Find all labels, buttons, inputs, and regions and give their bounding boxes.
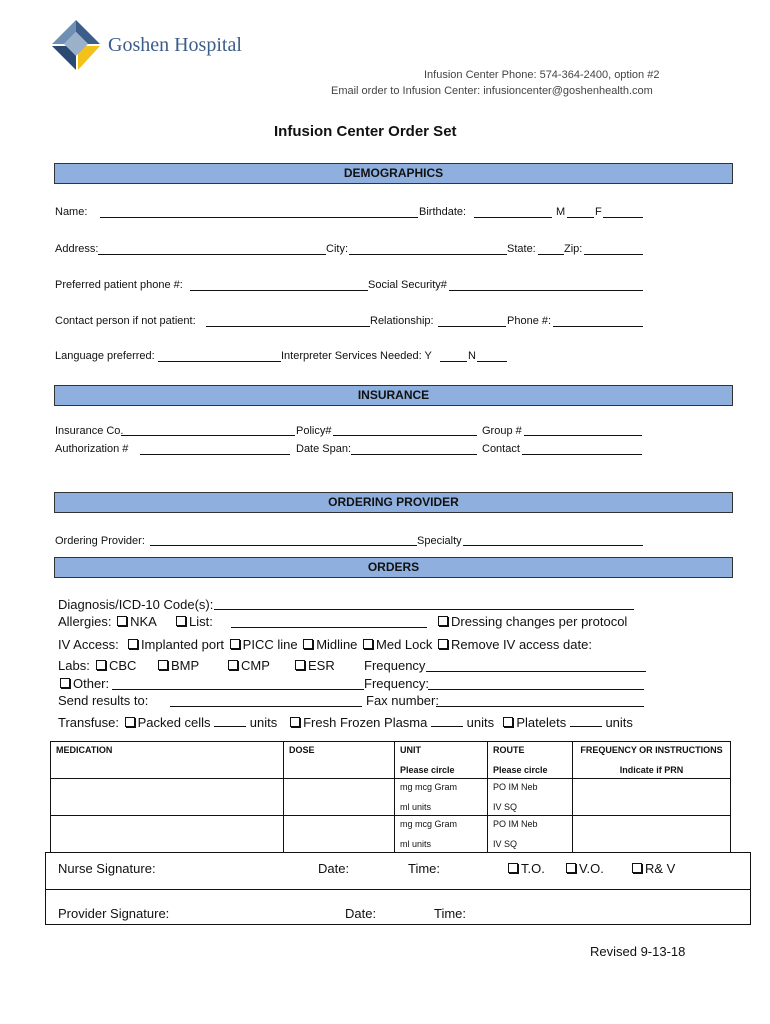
diagnosis-field[interactable] [214, 609, 634, 610]
dose-cell[interactable] [284, 816, 395, 853]
frequency-cell[interactable] [573, 779, 731, 816]
contact-phone-field[interactable] [553, 326, 643, 327]
sex-m-label: M [556, 206, 566, 218]
diagnosis-label: Diagnosis/ICD-10 Code(s): [58, 597, 214, 612]
provider-signature-label[interactable]: Provider Signature: [58, 906, 170, 921]
send-results-label: Send results to: [58, 693, 149, 708]
date-span-field[interactable] [351, 454, 477, 455]
other-checkbox[interactable] [60, 678, 70, 688]
hospital-name: Goshen Hospital [108, 34, 242, 56]
bmp-checkbox[interactable] [158, 660, 168, 670]
vo-checkbox[interactable] [566, 863, 576, 873]
med-lock-label: Med Lock [376, 637, 433, 652]
policy-field[interactable] [333, 435, 477, 436]
specialty-label: Specialty [417, 535, 462, 547]
nka-checkbox[interactable] [117, 616, 127, 626]
nka-label: NKA [130, 614, 157, 629]
platelets-units-label: units [605, 715, 633, 730]
rv-checkbox[interactable] [632, 863, 642, 873]
unit-cell[interactable]: mg mcg Gram ml units [395, 816, 488, 853]
cbc-label: CBC [109, 658, 137, 673]
patient-phone-label: Preferred patient phone #: [55, 279, 183, 291]
sex-f-field[interactable] [603, 217, 643, 218]
ordering-provider-field[interactable] [150, 545, 417, 546]
other-label: Other: [73, 676, 110, 691]
packed-cells-units-label: units [249, 715, 278, 730]
hospital-logo [50, 18, 102, 72]
picc-checkbox[interactable] [230, 639, 240, 649]
list-checkbox[interactable] [176, 616, 186, 626]
nurse-signature-label[interactable]: Nurse Signature: [58, 861, 156, 876]
packed-cells-units-field[interactable] [214, 726, 246, 727]
route-cell[interactable]: PO IM Neb IV SQ [488, 816, 573, 853]
rv-option [630, 861, 675, 876]
picc-label: PICC line [242, 637, 298, 652]
fax-label: Fax number: [366, 693, 439, 708]
city-label: City: [326, 243, 348, 255]
ssn-field[interactable] [449, 290, 643, 291]
frequency-cell[interactable] [573, 816, 731, 853]
allergies-label: Allergies: [58, 614, 112, 629]
vo-option [564, 861, 604, 876]
provider-date-label[interactable]: Date: [345, 906, 377, 921]
platelets-label: Platelets [516, 715, 567, 730]
signature-box [45, 852, 751, 925]
labs-label: Labs: [58, 658, 90, 673]
address-label: Address: [55, 243, 99, 255]
group-field[interactable] [524, 435, 642, 436]
sex-f-label: F [595, 206, 602, 218]
language-field[interactable] [158, 361, 281, 362]
interpreter-y-field[interactable] [440, 361, 467, 362]
address-field[interactable] [98, 254, 326, 255]
revised-date: Revised 9-13-18 [590, 944, 686, 959]
dressing-row [436, 614, 627, 629]
allergies-row [58, 614, 157, 629]
to-option [506, 861, 545, 876]
to-label: T.O. [521, 861, 545, 876]
rv-label: R& V [645, 861, 676, 876]
insurance-contact-label: Contact [482, 443, 520, 455]
iv-access-label: IV Access: [58, 637, 119, 652]
table-header-row [51, 742, 731, 779]
transfuse-row [58, 715, 633, 730]
midline-checkbox[interactable] [303, 639, 313, 649]
table-row [51, 779, 731, 816]
esr-option [293, 658, 335, 673]
insurance-co-field[interactable] [121, 435, 295, 436]
zip-label: Zip: [564, 243, 583, 255]
ffp-units-field[interactable] [431, 726, 463, 727]
route-cell[interactable]: PO IM Neb IV SQ [488, 779, 573, 816]
dressing-checkbox[interactable] [438, 616, 448, 626]
midline-label: Midline [316, 637, 358, 652]
patient-phone-field[interactable] [190, 290, 368, 291]
route-header: ROUTE Please circle [488, 742, 573, 779]
esr-checkbox[interactable] [295, 660, 305, 670]
authorization-field[interactable] [140, 454, 290, 455]
ffp-units-label: units [466, 715, 495, 730]
state-label: State: [507, 243, 536, 255]
interpreter-n-label: N [468, 350, 476, 362]
state-field[interactable] [538, 254, 564, 255]
contact-phone-label: Phone #: [507, 315, 552, 327]
remove-iv-label: Remove IV access date: [451, 637, 592, 652]
orders-bar: ORDERS [54, 557, 733, 578]
platelets-units-field[interactable] [570, 726, 602, 727]
cmp-option [226, 658, 270, 673]
relationship-field[interactable] [438, 326, 506, 327]
unit-header: UNIT Please circle [395, 742, 488, 779]
send-results-field[interactable] [170, 706, 362, 707]
other-option [58, 676, 109, 691]
to-checkbox[interactable] [508, 863, 518, 873]
dose-header: DOSE [284, 742, 395, 779]
contact-person-field[interactable] [206, 326, 370, 327]
group-label: Group # [482, 425, 522, 437]
page-title: Infusion Center Order Set [274, 123, 457, 140]
labs-frequency-field[interactable] [426, 671, 646, 672]
ffp-label: Fresh Frozen Plasma [303, 715, 428, 730]
interpreter-n-field[interactable] [477, 361, 507, 362]
frequency2-label: Frequency: [364, 676, 430, 691]
logo-mark-icon [50, 18, 102, 72]
medication-cell[interactable] [51, 779, 284, 816]
language-label: Language preferred: [55, 350, 155, 362]
zip-field[interactable] [584, 254, 643, 255]
name-field[interactable] [100, 217, 418, 218]
birthdate-label: Birthdate: [419, 206, 467, 218]
city-field[interactable] [349, 254, 507, 255]
email-line: Email order to Infusion Center: infusioncenter@goshenhealth.com [331, 85, 653, 97]
implanted-port-label: Implanted port [140, 637, 225, 652]
ordering-provider-bar: ORDERING PROVIDER [54, 492, 733, 513]
authorization-label: Authorization # [55, 443, 129, 455]
bmp-label: BMP [171, 658, 200, 673]
implanted-port-checkbox[interactable] [128, 639, 138, 649]
signature-divider [46, 889, 750, 890]
dose-cell[interactable] [284, 779, 395, 816]
interpreter-label: Interpreter Services Needed: Y [281, 350, 432, 362]
policy-label: Policy# [296, 425, 332, 437]
insurance-bar: INSURANCE [54, 385, 733, 406]
transfuse-label: Transfuse: [58, 715, 119, 730]
med-lock-checkbox[interactable] [363, 639, 373, 649]
list-label: List: [189, 614, 213, 629]
nurse-date-label[interactable]: Date: [318, 861, 350, 876]
medication-table [50, 741, 731, 853]
platelets-checkbox[interactable] [503, 717, 513, 727]
iv-access-row [58, 637, 592, 652]
other-field[interactable] [112, 689, 364, 690]
medication-cell[interactable] [51, 816, 284, 853]
ssn-label: Social Security# [368, 279, 447, 291]
table-row [51, 816, 731, 853]
insurance-contact-field[interactable] [522, 454, 642, 455]
fax-field[interactable] [436, 706, 644, 707]
other-frequency-field[interactable] [428, 689, 644, 690]
ordering-provider-label: Ordering Provider: [55, 535, 145, 547]
packed-cells-checkbox[interactable] [125, 717, 135, 727]
cbc-option [94, 658, 136, 673]
cmp-label: CMP [241, 658, 270, 673]
cmp-checkbox[interactable] [228, 660, 238, 670]
name-label: Name: [55, 206, 88, 218]
unit-cell[interactable]: mg mcg Gram ml units [395, 779, 488, 816]
sex-m-field[interactable] [567, 217, 594, 218]
relationship-label: Relationship: [370, 315, 434, 327]
phone-line: Infusion Center Phone: 574-364-2400, option #2 [424, 69, 660, 81]
medication-header: MEDICATION [51, 742, 284, 779]
list-row [174, 614, 213, 629]
contact-person-label: Contact person if not patient: [55, 315, 196, 327]
bmp-option [156, 658, 199, 673]
cbc-checkbox[interactable] [96, 660, 106, 670]
packed-cells-label: Packed cells [137, 715, 211, 730]
remove-iv-checkbox[interactable] [438, 639, 448, 649]
vo-label: V.O. [579, 861, 604, 876]
birthdate-field[interactable] [474, 217, 552, 218]
frequency-label: Frequency [364, 658, 426, 673]
specialty-field[interactable] [463, 545, 643, 546]
allergy-list-field[interactable] [231, 627, 427, 628]
ffp-checkbox[interactable] [290, 717, 300, 727]
nurse-time-label[interactable]: Time: [408, 861, 441, 876]
insurance-co-label: Insurance Co. [55, 425, 124, 437]
dressing-label: Dressing changes per protocol [451, 614, 628, 629]
provider-time-label[interactable]: Time: [434, 906, 467, 921]
esr-label: ESR [308, 658, 335, 673]
demographics-bar: DEMOGRAPHICS [54, 163, 733, 184]
frequency-header: FREQUENCY OR INSTRUCTIONS Indicate if PRN [573, 742, 731, 779]
date-span-label: Date Span: [296, 443, 352, 455]
